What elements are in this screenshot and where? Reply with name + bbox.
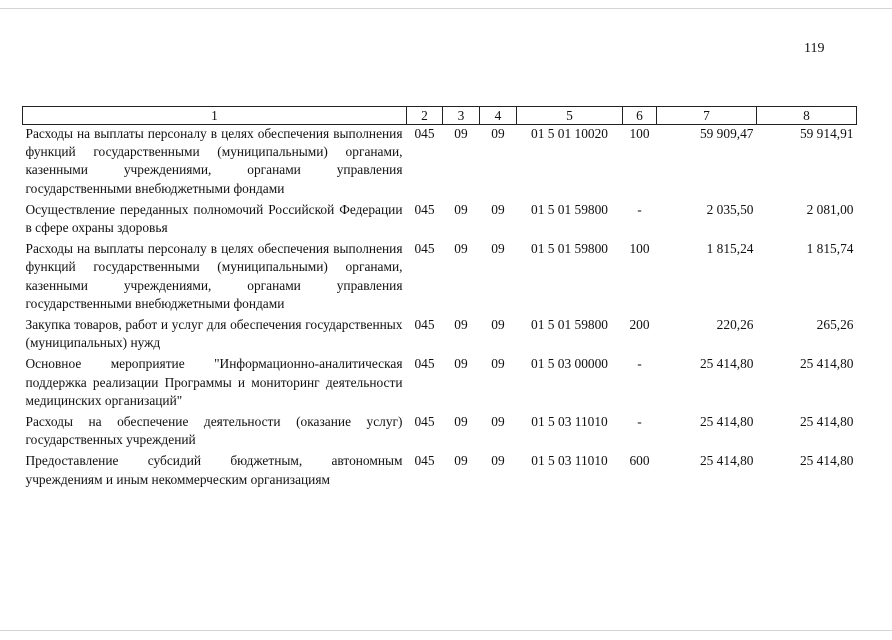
target-article-cell: 01 5 03 11010 [531, 414, 608, 430]
column-header: 5 [517, 107, 623, 125]
table-row [23, 125, 857, 201]
amount-col8-cell: 59 914,91 [799, 126, 854, 141]
expense-name-cell: Основное мероприятие "Информационно-аналитическая поддержка реализации Программы и мониторинг деятельности медицинских организаций" [25, 356, 403, 408]
expense-type-cell: 200 [629, 317, 650, 333]
subsection-code-cell: 09 [491, 126, 505, 141]
target-article-cell: 01 5 03 11010 [531, 453, 608, 469]
ministry-code-cell: 045 [414, 356, 435, 372]
column-header: 3 [443, 107, 480, 125]
section-code-cell: 09 [454, 201, 468, 217]
expense-name-cell: Предоставление субсидий бюджетным, автономным учреждениям и иным некоммерческим организациям [25, 453, 403, 487]
scan-edge-bottom [0, 630, 892, 631]
expense-type-cell: - [637, 414, 642, 430]
column-header: 8 [757, 107, 857, 125]
target-article-cell: 01 5 01 10020 [531, 126, 608, 141]
section-code-cell: 09 [454, 317, 468, 333]
amount-col8-cell: 25 414,80 [799, 356, 854, 372]
target-article-cell: 01 5 01 59800 [531, 317, 608, 333]
table-row [23, 452, 857, 491]
amount-col7-cell: 220,26 [716, 317, 754, 333]
ministry-code-cell: 045 [414, 241, 435, 257]
amount-col7-cell: 25 414,80 [699, 414, 754, 430]
amount-col7-cell: 59 909,47 [699, 126, 754, 141]
scan-edge-top [0, 8, 892, 9]
section-code-cell: 09 [454, 241, 468, 257]
column-header: 1 [23, 107, 407, 125]
expense-name-cell: Расходы на выплаты персоналу в целях обеспечения выполнения функций государственными (муниципальными) органами, казенными учреждениями, органами управления государственными внебюджетными фондами [25, 126, 403, 196]
table-row [23, 355, 857, 413]
ministry-code-cell: 045 [414, 201, 435, 217]
amount-col8-cell: 2 081,00 [806, 201, 854, 217]
expense-name-cell: Закупка товаров, работ и услуг для обеспечения государственных (муниципальных) нужд [25, 317, 403, 351]
target-article-cell: 01 5 03 00000 [531, 356, 608, 372]
table-row [23, 201, 857, 240]
subsection-code-cell: 09 [491, 317, 505, 333]
amount-col8-cell: 1 815,74 [806, 241, 854, 257]
section-code-cell: 09 [454, 414, 468, 430]
expense-type-cell: 100 [629, 241, 650, 257]
table-row [23, 240, 857, 316]
expense-type-cell: - [637, 356, 642, 372]
section-code-cell: 09 [454, 453, 468, 469]
subsection-code-cell: 09 [491, 414, 505, 430]
subsection-code-cell: 09 [491, 453, 505, 469]
column-header: 7 [657, 107, 757, 125]
table-header-row [23, 107, 857, 125]
subsection-code-cell: 09 [491, 201, 505, 217]
ministry-code-cell: 045 [414, 317, 435, 333]
page-number: 119 [804, 41, 825, 56]
amount-col7-cell: 2 035,50 [706, 201, 754, 217]
expense-type-cell: 600 [629, 453, 650, 469]
budget-table [22, 106, 857, 492]
ministry-code-cell: 045 [414, 126, 435, 141]
amount-col7-cell: 25 414,80 [699, 356, 754, 372]
section-code-cell: 09 [454, 356, 468, 372]
amount-col8-cell: 265,26 [816, 317, 854, 333]
table-row [23, 316, 857, 355]
ministry-code-cell: 045 [414, 453, 435, 469]
column-header: 6 [623, 107, 657, 125]
target-article-cell: 01 5 01 59800 [531, 241, 608, 257]
section-code-cell: 09 [454, 126, 468, 141]
amount-col8-cell: 25 414,80 [799, 453, 854, 469]
subsection-code-cell: 09 [491, 241, 505, 257]
amount-col7-cell: 25 414,80 [699, 453, 754, 469]
expense-name-cell: Расходы на обеспечение деятельности (оказание услуг) государственных учреждений [25, 414, 403, 448]
amount-col7-cell: 1 815,24 [706, 241, 754, 257]
column-header: 4 [480, 107, 517, 125]
expense-type-cell: 100 [629, 126, 650, 141]
amount-col8-cell: 25 414,80 [799, 414, 854, 430]
expense-name-cell: Осуществление переданных полномочий Российской Федерации в сфере охраны здоровья [25, 201, 403, 236]
expense-type-cell: - [637, 201, 642, 217]
target-article-cell: 01 5 01 59800 [531, 201, 608, 217]
table-row [23, 413, 857, 452]
expense-name-cell: Расходы на выплаты персоналу в целях обеспечения выполнения функций государственными (муниципальными) органами, казенными учреждениями, органами управления государственными внебюджетными фондами [25, 241, 403, 311]
ministry-code-cell: 045 [414, 414, 435, 430]
column-header: 2 [407, 107, 443, 125]
subsection-code-cell: 09 [491, 356, 505, 372]
